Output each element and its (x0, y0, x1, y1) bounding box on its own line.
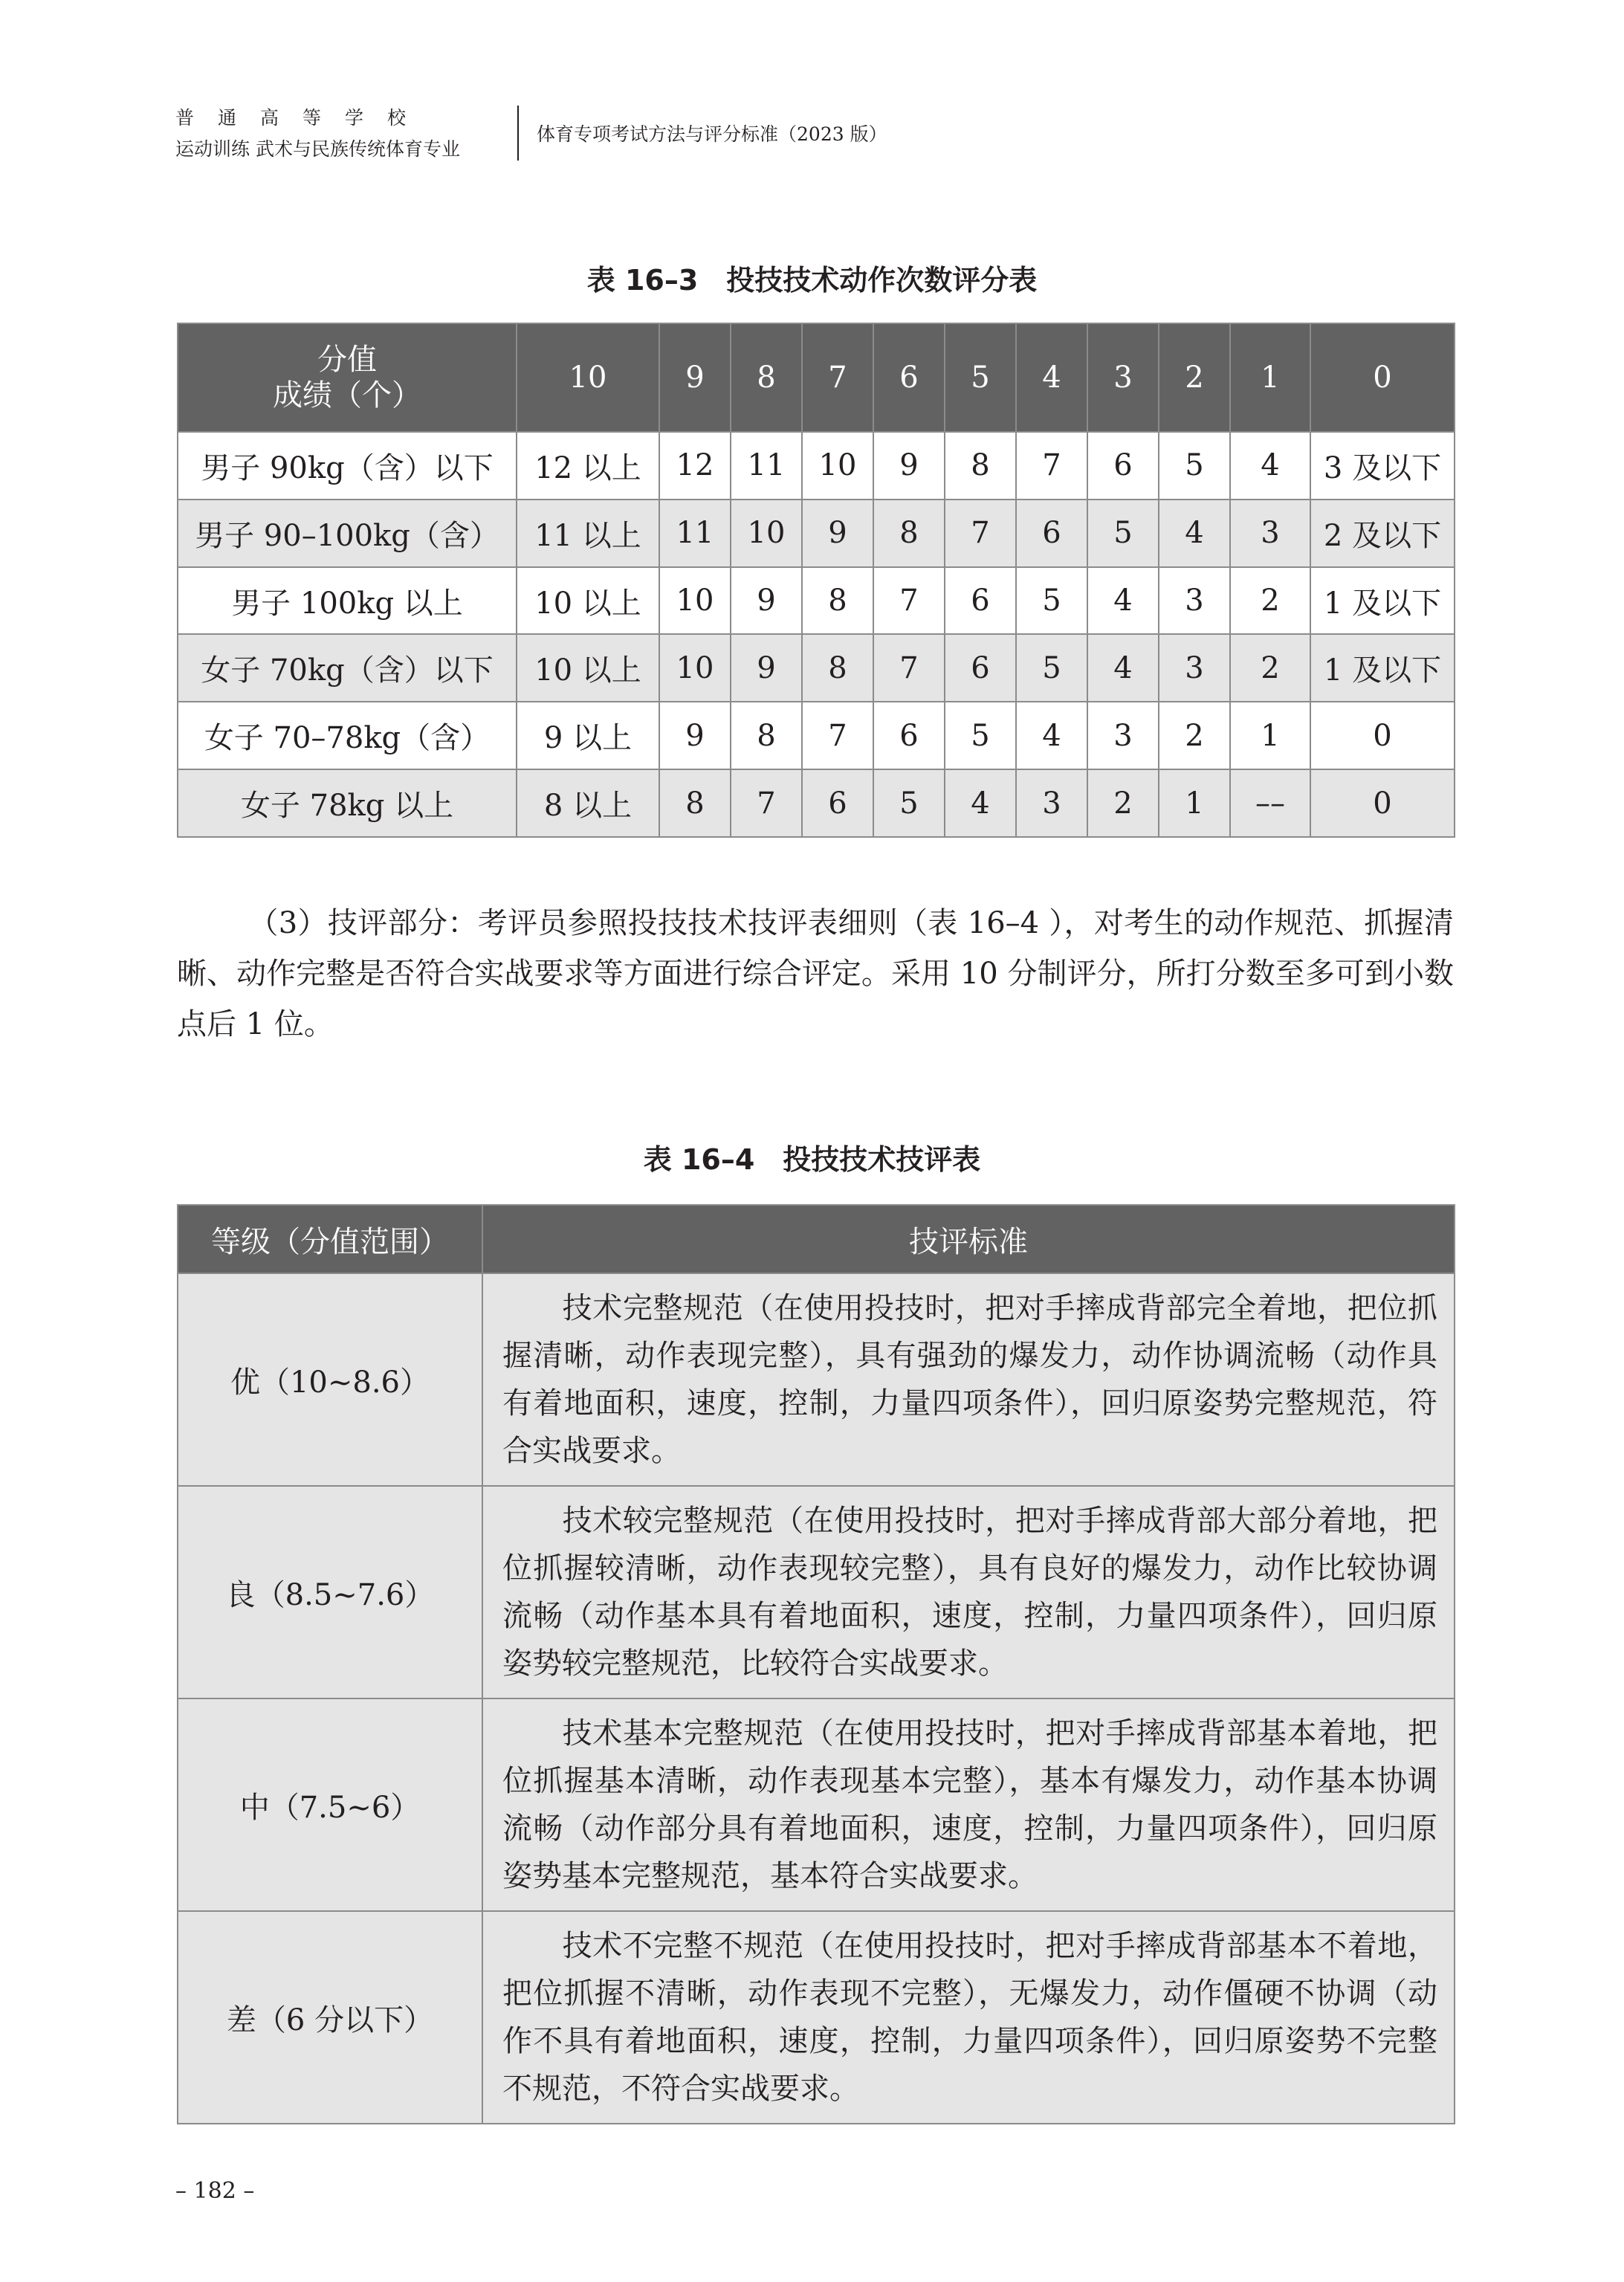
book-title: 体育专项考试方法与评分标准（2023 版） (537, 123, 887, 145)
paragraph-text: （3）技评部分：考评员参照投技技术技评表细则（表 16–4 ），对考生的动作规范、抓握清晰、动作完整是否符合实战要求等方面进行综合评定。采用 10 分制评分，所打分数至多可到小数点后 1 位。 (177, 906, 1454, 1041)
level-cell: 优（10~8.6） (178, 1273, 482, 1486)
table-cell: 6 (873, 702, 945, 769)
table-row (178, 702, 1455, 769)
table-cell: 2 (1230, 567, 1310, 635)
criteria-header: 技评标准 (482, 1205, 1455, 1273)
row-label: 女子 70–78kg（含） (178, 702, 517, 769)
table-cell: 3 及以下 (1310, 432, 1455, 500)
table-cell: 6 (802, 769, 873, 837)
criteria-cell (482, 1273, 1455, 1486)
table-cell: 10 (731, 500, 802, 567)
score-header: 6 (873, 323, 945, 432)
running-header (175, 106, 919, 172)
table1-caption: 表 16–3 投技技术动作次数评分表 (586, 264, 1038, 297)
table-cell: 5 (873, 769, 945, 837)
table-cell: 9 (873, 432, 945, 500)
header-subtitle: 运动训练 武术与民族传统体育专业 (175, 138, 460, 160)
table-cell: 9 (731, 567, 802, 635)
table-row (178, 1273, 1455, 1486)
score-header: 5 (945, 323, 1016, 432)
criteria-text: 技术较完整规范（在使用投技时，把对手摔成背部大部分着地，把位抓握较清晰，动作表现较完整），具有良好的爆发力，动作比较协调流畅（动作基本具有着地面积，速度，控制，力量四项条件），回归原姿势较完整规范，比较符合实战要求。 (502, 1504, 1437, 1681)
criteria-text: 技术基本完整规范（在使用投技时，把对手摔成背部基本着地，把位抓握基本清晰，动作表现基本完整），基本有爆发力，动作基本协调流畅（动作部分具有着地面积，速度，控制，力量四项条件），回归原姿势基本完整规范，基本符合实战要求。 (502, 1716, 1437, 1893)
table-cell: 8 (802, 634, 873, 702)
table-cell: 12 以上 (517, 432, 659, 500)
table-cell: 1 (1159, 769, 1230, 837)
score-header: 0 (1310, 323, 1455, 432)
criteria-text: 技术不完整不规范（在使用投技时，把对手摔成背部基本不着地，把位抓握不清晰，动作表现不完整），无爆发力，动作僵硬不协调（动作不具有着地面积，速度，控制，力量四项条件），回归原姿势不完整不规范，不符合实战要求。 (502, 1929, 1437, 2106)
table-cell: 6 (945, 634, 1016, 702)
table-cell: 11 (731, 432, 802, 500)
table-cell: 1 (1230, 702, 1310, 769)
table-cell: 10 (659, 567, 731, 635)
table-cell: 5 (1016, 567, 1087, 635)
row-label: 女子 78kg 以上 (178, 769, 517, 837)
score-header: 2 (1159, 323, 1230, 432)
table-row (178, 432, 1455, 500)
table-cell: 3 (1016, 769, 1087, 837)
table-cell: 8 (731, 702, 802, 769)
table-cell: 4 (1087, 567, 1159, 635)
table-cell: 10 (659, 634, 731, 702)
header-result-label: 成绩（个） (273, 378, 421, 413)
table-cell: 5 (1016, 634, 1087, 702)
page-number: – 182 – (175, 2178, 255, 2204)
table-cell: 10 以上 (517, 634, 659, 702)
row-label: 男子 90–100kg（含） (178, 500, 517, 567)
table-cell: 0 (1310, 769, 1455, 837)
criteria-cell (482, 1698, 1455, 1911)
series-title: 普通高等学校 (175, 107, 430, 129)
table-cell: 1 及以下 (1310, 634, 1455, 702)
row-label: 女子 70kg（含）以下 (178, 634, 517, 702)
table-cell: 7 (731, 769, 802, 837)
table-cell: 11 (659, 500, 731, 567)
table-cell: 6 (945, 567, 1016, 635)
table-cell: 11 以上 (517, 500, 659, 567)
table-row (178, 567, 1455, 635)
table-cell: 7 (1016, 432, 1087, 500)
table-cell: 7 (945, 500, 1016, 567)
score-header: 4 (1016, 323, 1087, 432)
table-cell: 3 (1159, 634, 1230, 702)
table-cell: 1 及以下 (1310, 567, 1455, 635)
table-cell: 2 及以下 (1310, 500, 1455, 567)
level-cell: 差（6 分以下） (178, 1911, 482, 2124)
table-cell: 9 (659, 702, 731, 769)
table-cell: 0 (1310, 702, 1455, 769)
header-left (175, 106, 510, 162)
body-paragraph (177, 898, 1454, 1050)
table-row (178, 1911, 1455, 2124)
table-row (178, 1698, 1455, 1911)
table2-header-row (178, 1205, 1455, 1273)
table-cell: 5 (1087, 500, 1159, 567)
table-cell: 4 (1230, 432, 1310, 500)
table-cell: 3 (1159, 567, 1230, 635)
level-header: 等级（分值范围） (178, 1205, 482, 1273)
table-row (178, 634, 1455, 702)
table-row (178, 769, 1455, 837)
score-header: 7 (802, 323, 873, 432)
table-cell: 3 (1087, 702, 1159, 769)
table-cell: 9 (802, 500, 873, 567)
score-header: 8 (731, 323, 802, 432)
table-cell: 7 (873, 567, 945, 635)
table-cell: 7 (873, 634, 945, 702)
table-cell: 3 (1230, 500, 1310, 567)
table-cell: 4 (1159, 500, 1230, 567)
table-cell: 9 以上 (517, 702, 659, 769)
row-label: 男子 100kg 以上 (178, 567, 517, 635)
header-divider (517, 106, 519, 161)
table-cell: 2 (1230, 634, 1310, 702)
table-cell: 6 (1087, 432, 1159, 500)
table-cell: 5 (1159, 432, 1230, 500)
criteria-cell (482, 1486, 1455, 1698)
score-header: 1 (1230, 323, 1310, 432)
table2-caption: 表 16–4 投技技术技评表 (643, 1143, 981, 1176)
table-cell: –– (1230, 769, 1310, 837)
table-cell: 8 以上 (517, 769, 659, 837)
table-cell: 2 (1087, 769, 1159, 837)
table-cell: 7 (802, 702, 873, 769)
table-cell: 8 (945, 432, 1016, 500)
table-cell: 10 以上 (517, 567, 659, 635)
table-cell: 2 (1159, 702, 1230, 769)
table-cell: 9 (731, 634, 802, 702)
table-cell: 4 (945, 769, 1016, 837)
score-header: 10 (517, 323, 659, 432)
evaluation-table (177, 1204, 1455, 2124)
table1-header-row (178, 323, 1455, 432)
table-cell: 4 (1087, 634, 1159, 702)
criteria-cell (482, 1911, 1455, 2124)
table-cell: 8 (873, 500, 945, 567)
level-cell: 中（7.5~6） (178, 1698, 482, 1911)
table-cell: 8 (802, 567, 873, 635)
table-cell: 12 (659, 432, 731, 500)
scoring-table (177, 323, 1455, 838)
table-row (178, 1486, 1455, 1698)
level-cell: 良（8.5~7.6） (178, 1486, 482, 1698)
score-header: 3 (1087, 323, 1159, 432)
row-label: 男子 90kg（含）以下 (178, 432, 517, 500)
table-cell: 8 (659, 769, 731, 837)
table-cell: 6 (1016, 500, 1087, 567)
table-cell: 4 (1016, 702, 1087, 769)
criteria-text: 技术完整规范（在使用投技时，把对手摔成背部完全着地，把位抓握清晰，动作表现完整），具有强劲的爆发力，动作协调流畅（动作具有着地面积，速度，控制，力量四项条件），回归原姿势完整规范，符合实战要求。 (502, 1291, 1437, 1468)
table-row (178, 500, 1455, 567)
table1-corner-header (178, 323, 517, 432)
score-header: 9 (659, 323, 731, 432)
header-score-label: 分值 (317, 343, 377, 377)
table-cell: 5 (945, 702, 1016, 769)
table-cell: 10 (802, 432, 873, 500)
